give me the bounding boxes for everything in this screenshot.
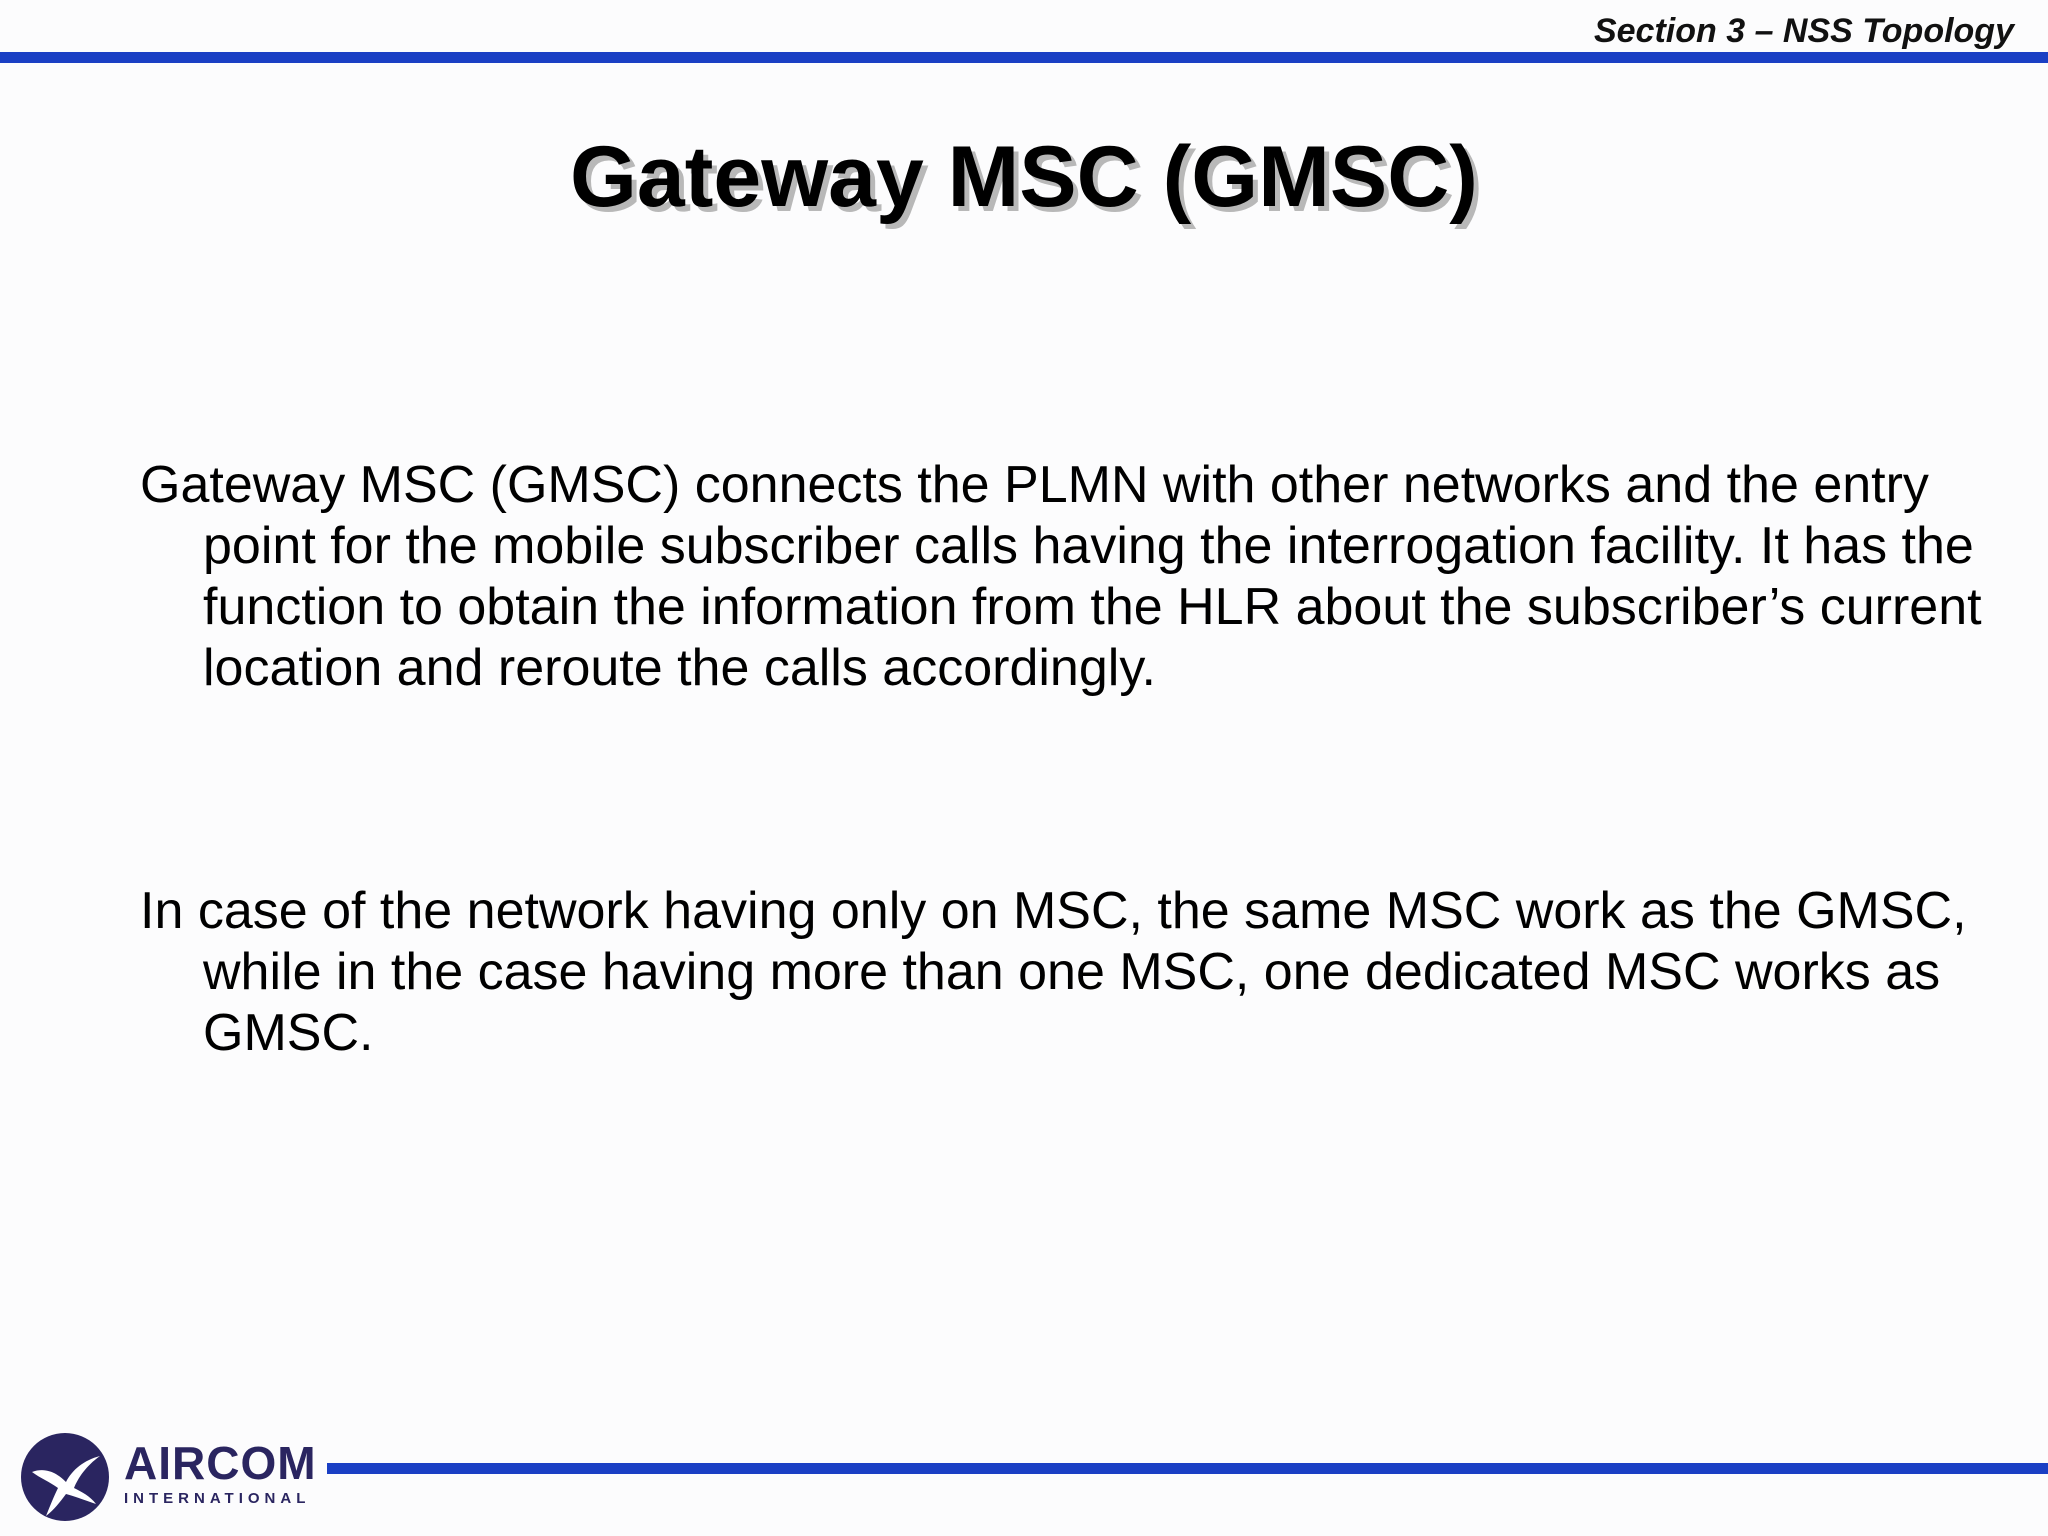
aircom-logo	[20, 1430, 320, 1525]
bird-in-circle-icon	[20, 1432, 110, 1522]
section-label: Section 3 – NSS Topology	[1593, 12, 2014, 50]
bottom-divider	[327, 1463, 2048, 1474]
logo-subtitle: INTERNATIONAL	[124, 1490, 311, 1507]
slide-title: Gateway MSC (GMSC)	[570, 129, 1478, 225]
top-divider	[0, 52, 2048, 63]
paragraph-gmsc-single-msc: In case of the network having only on MSC, the same MSC work as the GMSC, while in the case having more than one MSC, one dedicated MSC works as GMSC.	[140, 882, 1967, 1062]
paragraph-gmsc-definition: Gateway MSC (GMSC) connects the PLMN with other networks and the entry point for the mobile subscriber calls having the interrogation facility. It has the function to obtain the information from the HLR about the subscriber’s current location and reroute the calls accordingly.	[140, 456, 1982, 697]
logo-wordmark: AIRCOM	[124, 1437, 317, 1489]
